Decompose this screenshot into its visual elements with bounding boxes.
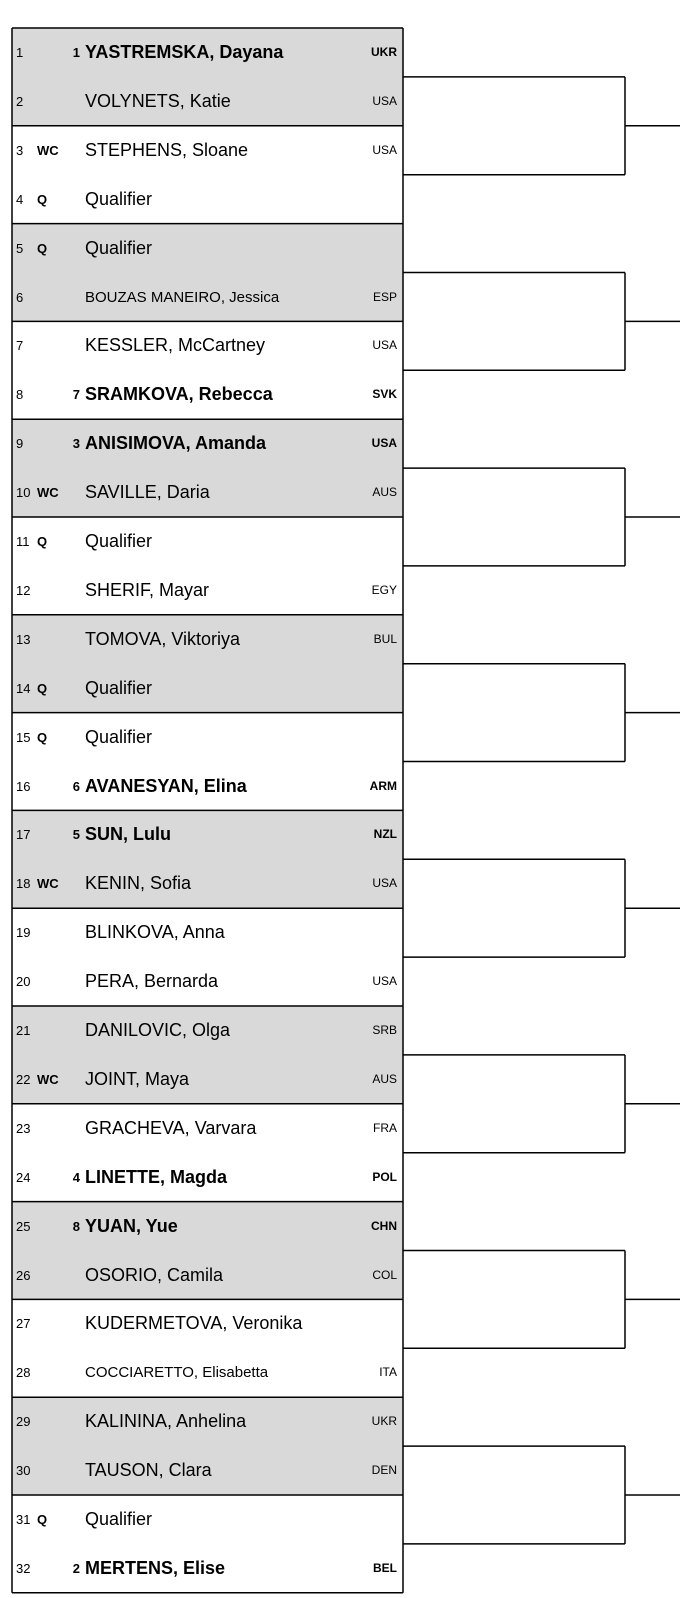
draw-entry <box>12 321 403 370</box>
draw-entry <box>12 468 403 517</box>
draw-entry <box>12 957 403 1006</box>
player-name: Qualifier <box>85 188 153 209</box>
country-code: AUS <box>372 1071 397 1086</box>
entry-type: Q <box>37 240 48 256</box>
country-code: SRB <box>372 1023 397 1037</box>
player-name: Qualifier <box>85 726 153 747</box>
draw-entry <box>12 1446 403 1495</box>
draw-entry <box>12 1202 403 1251</box>
draw-entry <box>12 1348 403 1397</box>
draw-position: 1 <box>16 45 24 60</box>
seed-number: 5 <box>72 827 80 843</box>
entry-type: Q <box>37 534 48 549</box>
entry-type: WC <box>37 876 59 892</box>
player-name: KUDERMETOVA, Veronika <box>85 1313 303 1334</box>
country-code: BEL <box>373 1560 397 1575</box>
player-name: KESSLER, McCartney <box>85 335 266 356</box>
player-name: YASTREMSKA, Dayana <box>85 42 284 62</box>
country-code: ESP <box>372 289 397 304</box>
draw-position: 32 <box>16 1560 31 1576</box>
seed-number: 2 <box>72 1560 80 1576</box>
draw-entry <box>12 1495 403 1544</box>
country-code: ARM <box>369 778 397 793</box>
draw-entry <box>12 615 403 664</box>
draw-position: 21 <box>16 1023 31 1038</box>
draw-position: 23 <box>16 1120 31 1136</box>
draw-position: 2 <box>16 93 24 109</box>
draw-entry <box>12 908 403 957</box>
player-name: KENIN, Sofia <box>85 873 192 894</box>
draw-entry <box>12 1299 403 1348</box>
player-name: MERTENS, Elise <box>85 1557 226 1578</box>
draw-position: 24 <box>16 1169 31 1185</box>
draw-entry <box>12 77 403 126</box>
country-code: NZL <box>373 827 397 842</box>
country-code: AUS <box>372 485 397 500</box>
player-name: YUAN, Yue <box>85 1215 178 1236</box>
draw-position: 26 <box>16 1267 31 1283</box>
seed-number: 4 <box>72 1169 80 1185</box>
country-code: FRA <box>373 1120 397 1135</box>
country-code: POL <box>372 1169 397 1184</box>
draw-entry <box>12 1006 403 1055</box>
draw-entry <box>12 1251 403 1300</box>
draw-entry <box>12 1544 403 1593</box>
draw-position: 31 <box>16 1512 31 1527</box>
draw-position: 3 <box>16 142 24 158</box>
player-name: SRAMKOVA, Rebecca <box>85 384 273 405</box>
seed-number: 6 <box>72 778 80 794</box>
player-name: SAVILLE, Daria <box>85 482 210 503</box>
draw-position: 28 <box>16 1365 31 1381</box>
player-name: GRACHEVA, Varvara <box>85 1117 257 1138</box>
draw-entry <box>12 273 403 322</box>
draw-position: 22 <box>16 1071 31 1087</box>
player-name: Qualifier <box>85 1509 153 1529</box>
draw-entry <box>12 224 403 273</box>
draw-entry <box>12 713 403 762</box>
draw-entry <box>12 1055 403 1104</box>
draw-position: 27 <box>16 1316 31 1332</box>
player-name: SHERIF, Mayar <box>85 579 210 600</box>
entry-type: WC <box>37 142 59 158</box>
seed-number: 3 <box>72 436 80 452</box>
draw-entry <box>12 370 403 419</box>
player-name: COCCIARETTO, Elisabetta <box>85 1364 269 1382</box>
entry-type: WC <box>37 1071 59 1087</box>
player-name: BOUZAS MANEIRO, Jessica <box>85 288 280 306</box>
seed-number: 7 <box>72 387 80 403</box>
draw-entry <box>12 126 403 175</box>
draw-entry <box>12 28 403 77</box>
draw-entry <box>12 762 403 811</box>
player-name: SUN, Lulu <box>85 824 171 845</box>
draw-position: 16 <box>16 778 31 794</box>
player-name: Qualifier <box>85 531 153 551</box>
country-code: USA <box>372 93 397 108</box>
country-code: EGY <box>371 582 397 597</box>
player-name: LINETTE, Magda <box>85 1166 228 1187</box>
draw-position: 7 <box>16 338 24 354</box>
draw-entry <box>12 664 403 713</box>
player-name: TAUSON, Clara <box>85 1460 212 1481</box>
seed-number: 1 <box>72 45 80 60</box>
draw-position: 25 <box>16 1218 31 1234</box>
player-name: AVANESYAN, Elina <box>85 775 247 796</box>
draw-entry <box>12 859 403 908</box>
country-code: USA <box>371 436 397 451</box>
draw-position: 10 <box>16 485 31 501</box>
country-code: BUL <box>373 631 397 646</box>
country-code: UKR <box>371 1414 397 1429</box>
player-name: BLINKOVA, Anna <box>85 922 225 943</box>
draw-position: 11 <box>16 534 30 549</box>
draw-position: 15 <box>16 729 31 745</box>
draw-position: 12 <box>16 582 31 598</box>
seed-number: 8 <box>72 1218 80 1234</box>
player-name: DANILOVIC, Olga <box>85 1020 231 1040</box>
draw-entry <box>12 1104 403 1153</box>
player-name: OSORIO, Camila <box>85 1264 224 1285</box>
country-code: CHN <box>371 1218 397 1233</box>
country-code: USA <box>372 974 397 989</box>
draw-position: 5 <box>16 240 24 256</box>
draw-position: 4 <box>16 191 24 207</box>
country-code: UKR <box>371 45 397 59</box>
entry-type: Q <box>37 729 48 745</box>
entry-type: Q <box>37 1512 48 1527</box>
draw-position: 14 <box>16 680 31 696</box>
country-code: USA <box>372 338 397 353</box>
country-code: DEN <box>371 1463 397 1478</box>
country-code: USA <box>372 142 397 157</box>
draw-position: 20 <box>16 974 31 990</box>
player-name: KALININA, Anhelina <box>85 1411 247 1432</box>
draw-position: 18 <box>16 876 31 892</box>
country-code: ITA <box>379 1365 397 1380</box>
player-name: PERA, Bernarda <box>85 971 219 992</box>
entry-type: WC <box>37 485 59 501</box>
player-name: STEPHENS, Sloane <box>85 139 249 160</box>
player-name: Qualifier <box>85 677 153 698</box>
country-code: USA <box>372 876 397 891</box>
draw-entry <box>12 1397 403 1446</box>
player-name: VOLYNETS, Katie <box>85 90 231 111</box>
player-name: TOMOVA, Viktoriya <box>85 628 241 649</box>
player-name: ANISIMOVA, Amanda <box>85 433 267 454</box>
draw-entry <box>12 419 403 468</box>
draw-position: 30 <box>16 1463 31 1479</box>
draw-position: 6 <box>16 289 24 305</box>
entry-type: Q <box>37 680 48 696</box>
draw-position: 19 <box>16 925 31 941</box>
draw-position: 13 <box>16 631 31 647</box>
player-name: JOINT, Maya <box>85 1068 190 1089</box>
draw-position: 9 <box>16 436 24 452</box>
draw-entry <box>12 566 403 615</box>
draw-position: 29 <box>16 1414 31 1430</box>
draw-entry <box>12 1153 403 1202</box>
draw-position: 8 <box>16 387 24 403</box>
player-name: Qualifier <box>85 237 153 258</box>
draw-entry <box>12 175 403 224</box>
entry-type: Q <box>37 191 48 207</box>
country-code: COL <box>372 1267 397 1282</box>
draw-entry <box>12 517 403 566</box>
draw-entry <box>12 810 403 859</box>
country-code: SVK <box>372 387 397 402</box>
draw-position: 17 <box>16 827 31 843</box>
